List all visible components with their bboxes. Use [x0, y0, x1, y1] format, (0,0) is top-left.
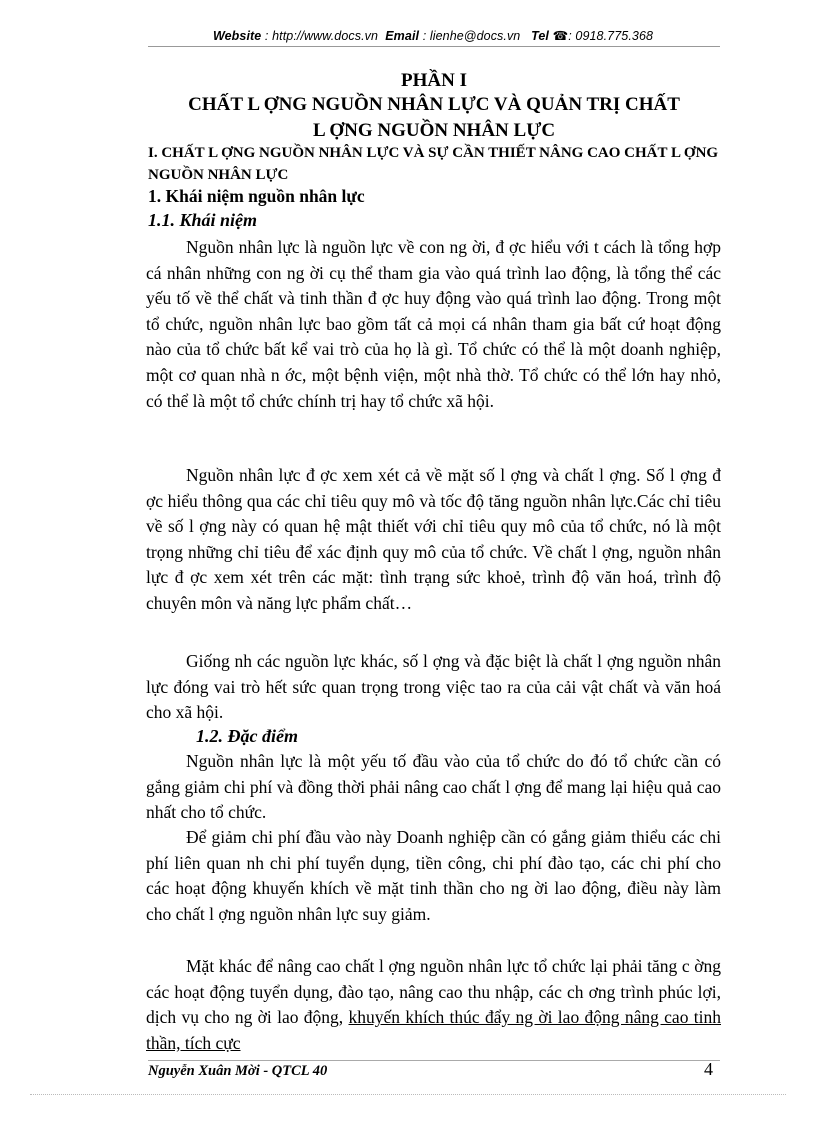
website-value: : http://www.docs.vn	[264, 29, 379, 43]
paragraph-6-underlined-text: khuyến khích thúc đẩy ng ời lao động nâng cao tinh thần, tích cực	[146, 1007, 721, 1053]
subsubsection-heading-1-2: 1.2. Đặc điểm	[196, 726, 298, 746]
chapter-title-line-2: L ỢNG NGUỒN NHÂN LỰC	[312, 120, 556, 141]
paragraph-6	[146, 954, 721, 1056]
page-bottom-dotted-rule	[30, 1094, 786, 1095]
page-number: 4	[704, 1059, 713, 1079]
paragraph-1: Nguồn nhân lực là nguồn lực về con ng ời, đ ợc hiểu với t cách là tổng hợp cá nhân những con ng ời cụ thể tham gia vào quá trình lao động, là tổng thể các yếu tố về thể chất và tinh thần đ ợc huy động vào quá trình lao động. Trong một tổ chức, nguồn nhân lực bao gồm tất cả mọi cá nhân tham gia bất cứ hoạt động nào của tổ chức bất kể vai trò của họ là gì. Tổ chức có thể là một doanh nghiệp, một cơ quan nhà n ớc, một bệnh viện, một nhà thờ. Tổ chức có thể lớn hay nhỏ, có thể là một tổ chức chính trị hay tổ chức xã hội.	[146, 237, 721, 411]
website-label: Website	[212, 29, 262, 43]
email-value: : lienhe@docs.vn	[422, 29, 521, 43]
section-heading: I. CHẤT L ỢNG NGUỒN NHÂN LỰC VÀ SỰ CẦN THIẾT NÂNG CAO CHẤT L ỢNG NGUỒN NHÂN LỰC	[148, 145, 719, 183]
email-label: Email	[385, 29, 420, 43]
part-heading: PHẦN I	[401, 70, 467, 91]
tel-label: Tel	[531, 29, 549, 43]
paragraph-4: Nguồn nhân lực là một yếu tố đầu vào của tổ chức do đó tổ chức cần có gắng giảm chi phí và đồng thời phải nâng cao chất l ợng để mang lại hiệu quả cao nhất cho tổ chức.	[146, 751, 721, 823]
header-rule	[148, 46, 720, 47]
chapter-title-line-1: CHẤT L ỢNG NGUỒN NHÂN LỰC VÀ QUẢN TRỊ CHẤT	[188, 94, 680, 115]
footer-author: Nguyễn Xuân Mời - QTCL 40	[148, 1063, 328, 1079]
subsection-heading: 1. Khái niệm nguồn nhân lực	[148, 186, 365, 206]
tel-value: : 0918.775.368	[568, 29, 654, 43]
paragraph-2: Nguồn nhân lực đ ợc xem xét cả về mặt số l ợng và chất l ợng. Số l ợng đ ợc hiểu thông qua các chỉ tiêu quy mô và tốc độ tăng nguồn nhân lực.Các chỉ tiêu về số l ợng này có quan hệ mật thiết với chỉ tiêu quy mô của tổ chức, nó là một trọng những chỉ tiêu để xác định quy mô của tổ chức. Về chất l ợng, nguồn nhân lực đ ợc xem xét trên các mặt: tình trạng sức khoẻ, trình độ văn hoá, trình độ chuyên môn và năng lực phẩm chất…	[146, 465, 721, 613]
paragraph-5: Để giảm chi phí đầu vào này Doanh nghiệp cần có gắng giảm thiểu các chi phí liên quan nh chi phí tuyển dụng, tiền công, chi phí đào tạo, các chi phí cho các hoạt động khuyến khích về mặt tinh thần cho ng ời lao động, điều này làm cho chất l ợng nguồn nhân lực suy giảm.	[146, 827, 721, 924]
subsubsection-heading-1-1: 1.1. Khái niệm	[148, 210, 258, 230]
phone-icon: ☎	[552, 29, 569, 43]
paragraph-3: Giống nh các nguồn lực khác, số l ợng và đặc biệt là chất l ợng nguồn nhân lực đóng vai trò hết sức quan trọng trong việc tao ra của cải vật chất và văn hoá cho xã hội.	[146, 651, 721, 723]
paragraph-6-text: Mặt khác để nâng cao chất l ợng nguồn nhân lực tổ chức lại phải tăng c ờng các hoạt động tuyển dụng, đào tạo, nâng cao thu nhập, các ch ơng trình phúc lợi, dịch vụ cho ng ời lao động,	[146, 956, 721, 1028]
page-header	[148, 28, 718, 43]
footer-rule	[148, 1060, 720, 1061]
